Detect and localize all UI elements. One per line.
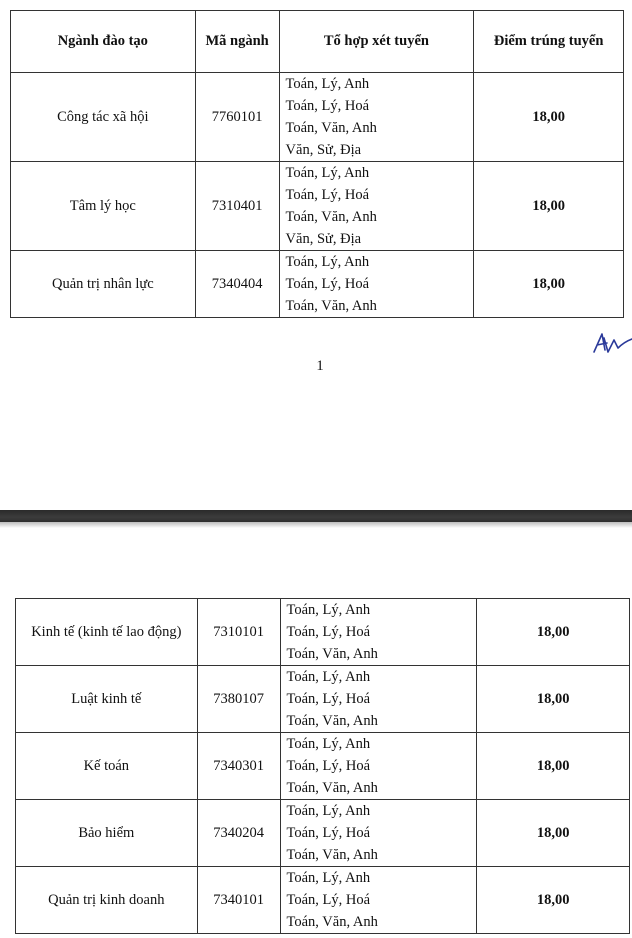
table-row — [16, 733, 630, 800]
table-row — [16, 666, 630, 733]
major-code: 7760101 — [195, 73, 279, 162]
combination-item: Toán, Văn, Anh — [286, 914, 378, 930]
header-admission-score: Điểm trúng tuyển — [474, 11, 624, 73]
combination-item: Toán, Lý, Hoá — [285, 276, 370, 292]
subject-combinations — [279, 73, 474, 162]
major-code: 7340404 — [195, 251, 279, 318]
admission-score: 18,00 — [477, 733, 630, 800]
combination-item: Toán, Văn, Anh — [286, 780, 378, 796]
major-name: Luật kinh tế — [16, 666, 198, 733]
table-row — [11, 162, 624, 251]
major-name: Kinh tế (kinh tế lao động) — [16, 599, 198, 666]
subject-combinations — [280, 666, 477, 733]
admission-score: 18,00 — [474, 162, 624, 251]
admission-score: 18,00 — [474, 251, 624, 318]
admission-score-table-2 — [15, 598, 630, 934]
header-major-code: Mã ngành — [195, 11, 279, 73]
table-header-row — [11, 11, 624, 73]
document-page-2 — [0, 528, 632, 938]
combination-item: Toán, Lý, Hoá — [286, 758, 371, 774]
combination-item: Toán, Lý, Hoá — [286, 691, 371, 707]
combination-item: Toán, Lý, Anh — [286, 803, 371, 819]
combination-item: Toán, Lý, Hoá — [286, 624, 371, 640]
admission-score: 18,00 — [477, 867, 630, 934]
combination-item: Toán, Văn, Anh — [286, 847, 378, 863]
admission-score-table-1 — [10, 10, 624, 318]
major-code: 7340101 — [197, 867, 280, 934]
header-subject-combination: Tổ hợp xét tuyển — [279, 11, 474, 73]
combination-item: Toán, Văn, Anh — [286, 646, 378, 662]
subject-combinations — [279, 162, 474, 251]
subject-combinations — [280, 733, 477, 800]
combination-item: Toán, Lý, Anh — [285, 254, 370, 270]
major-name: Quản trị nhân lực — [11, 251, 196, 318]
major-code: 7340301 — [197, 733, 280, 800]
combination-item: Toán, Lý, Hoá — [286, 825, 371, 841]
combination-item: Văn, Sử, Địa — [285, 142, 362, 158]
major-name: Quản trị kinh doanh — [16, 867, 198, 934]
major-name: Tâm lý học — [11, 162, 196, 251]
page-number: 1 — [316, 358, 324, 374]
table-row — [11, 73, 624, 162]
subject-combinations — [280, 599, 477, 666]
combination-item: Toán, Lý, Anh — [286, 602, 371, 618]
subject-combinations — [280, 867, 477, 934]
combination-item: Toán, Lý, Anh — [285, 76, 370, 92]
combination-item: Toán, Lý, Anh — [286, 669, 371, 685]
subject-combinations — [280, 800, 477, 867]
major-code: 7380107 — [197, 666, 280, 733]
combination-item: Toán, Lý, Hoá — [285, 98, 370, 114]
admission-score: 18,00 — [477, 800, 630, 867]
admission-score: 18,00 — [474, 73, 624, 162]
combination-item: Toán, Lý, Anh — [286, 870, 371, 886]
table-row — [16, 599, 630, 666]
signature-initials — [588, 328, 632, 358]
major-code: 7310401 — [195, 162, 279, 251]
combination-item: Toán, Lý, Anh — [285, 165, 370, 181]
admission-score: 18,00 — [477, 666, 630, 733]
major-code: 7340204 — [197, 800, 280, 867]
combination-item: Toán, Văn, Anh — [286, 713, 378, 729]
table-row — [16, 867, 630, 934]
combination-item: Toán, Văn, Anh — [285, 298, 377, 314]
major-name: Kế toán — [16, 733, 198, 800]
header-major: Ngành đào tạo — [11, 11, 196, 73]
major-code: 7310101 — [197, 599, 280, 666]
combination-item: Toán, Văn, Anh — [285, 120, 377, 136]
admission-score: 18,00 — [477, 599, 630, 666]
page-separator — [0, 510, 632, 528]
table-row — [16, 800, 630, 867]
combination-item: Toán, Lý, Anh — [286, 736, 371, 752]
major-name: Công tác xã hội — [11, 73, 196, 162]
combination-item: Toán, Lý, Hoá — [285, 187, 370, 203]
major-name: Bảo hiểm — [16, 800, 198, 867]
table-row — [11, 251, 624, 318]
combination-item: Toán, Văn, Anh — [285, 209, 377, 225]
subject-combinations — [279, 251, 474, 318]
combination-item: Văn, Sử, Địa — [285, 231, 362, 247]
combination-item: Toán, Lý, Hoá — [286, 892, 371, 908]
